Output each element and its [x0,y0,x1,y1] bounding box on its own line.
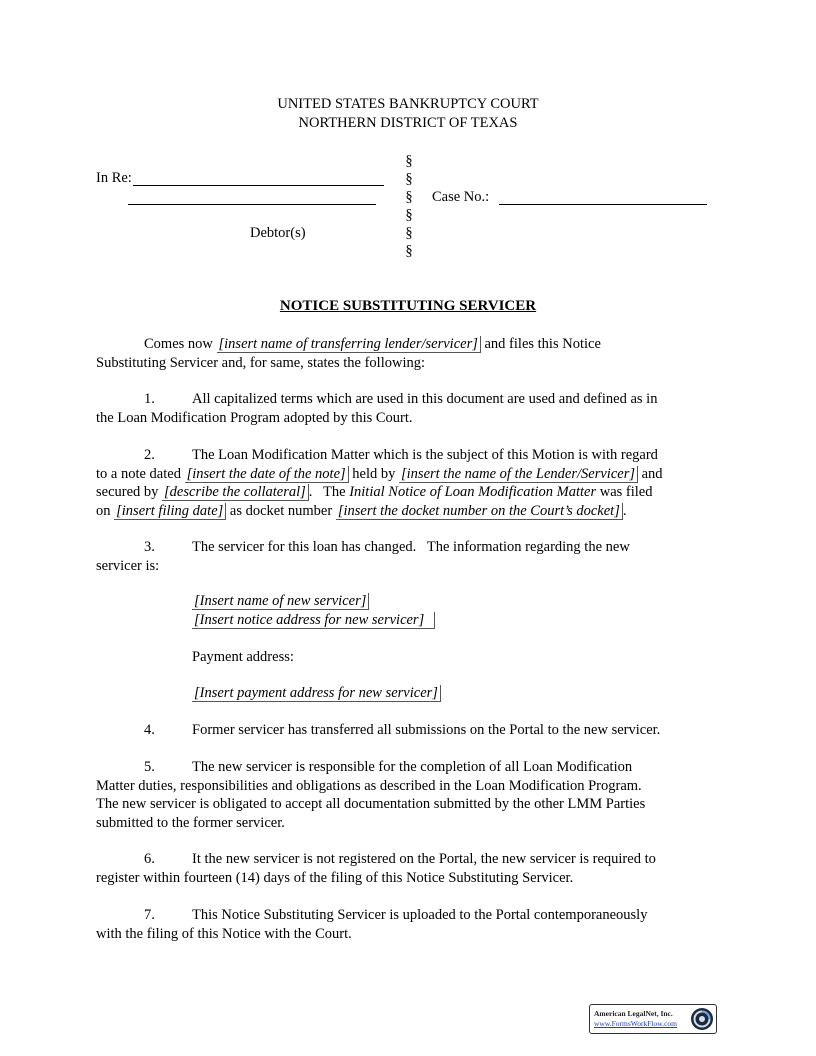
case-number-label: Case No.: [432,189,490,205]
lender-name-field[interactable]: [insert the name of the Lender/Servicer] [399,466,638,483]
paragraph-5: 5. The new servicer is responsible for the completion of all Loan Modification Matter duties, responsibilities and obligations as described in the Loan Modification Program. The new servicer is obligated to accept all documentation submitted by the other LMM Parties submitted to the former servicer. [96,759,646,831]
debtor-name-line-1 [133,185,384,186]
intro-paragraph: Comes now [insert name of transferring lender/servicer] and files this Notice Substituting Servicer and, for same, states the following: [96,336,601,371]
in-re-label: In Re: [96,170,132,186]
new-servicer-payment-address-field[interactable]: [Insert payment address for new servicer] [192,685,441,702]
paragraph-6: 6. It the new servicer is not registered on the Portal, the new servicer is required to register within fourteen (14) days of the filing of this Notice Substituting Servicer. [96,851,656,886]
debtor-name-line-2 [128,204,376,205]
document-title: NOTICE SUBSTITUTING SERVICER [279,298,537,314]
debtor-label: Debtor(s) [250,225,306,241]
section-mark: § [405,189,413,205]
new-servicer-name-field[interactable]: [Insert name of new servicer] [192,593,369,610]
paragraph-2: 2. The Loan Modification Matter which is the subject of this Motion is with regard to a note dated [insert the date of the note] held by [insert the name of the Lender/Servicer] and secured by [describe the collateral] . The Initial Notice of Loan Modification Matter was filed on [insert filing date] as docket number [insert the docket number on the Court’s docket] . [96,447,663,519]
court-name: UNITED STATES BANKRUPTCY COURT [277,96,539,112]
docket-number-field[interactable]: [insert the docket number on the Court’s docket] [336,503,623,520]
section-mark: § [405,171,413,187]
paragraph-4: 4. Former servicer has transferred all submissions on the Portal to the new servicer. [144,722,661,738]
note-date-field[interactable]: [insert the date of the note] [185,466,349,483]
case-number-line [499,204,707,205]
publisher-logo[interactable] [589,1004,717,1034]
court-district: NORTHERN DISTRICT OF TEXAS [298,115,518,131]
collateral-field[interactable]: [describe the collateral] [162,484,309,501]
new-servicer-notice-address-field[interactable]: [Insert notice address for new servicer] [192,612,435,629]
paragraph-1: 1. All capitalized terms which are used in this document are used and defined as in the Loan Modification Program adopted by this Court. [96,391,658,426]
filing-date-field[interactable]: [insert filing date] [114,503,226,520]
section-mark: § [405,225,413,241]
globe-icon [690,1007,714,1031]
section-mark: § [405,207,413,223]
paragraph-3: 3. The servicer for this loan has changed. The information regarding the new servicer is: [96,539,630,574]
section-mark: § [405,153,413,169]
payment-address-label: Payment address: [192,649,294,665]
publisher-url[interactable]: www.FormsWorkFlow.com [594,1019,678,1028]
transferring-servicer-field[interactable]: [insert name of transferring lender/servicer] [217,336,481,353]
section-mark: § [405,243,413,259]
publisher-brand: American LegalNet, Inc. [594,1009,673,1018]
paragraph-7: 7. This Notice Substituting Servicer is uploaded to the Portal contemporaneously with the filing of this Notice with the Court. [96,907,648,942]
